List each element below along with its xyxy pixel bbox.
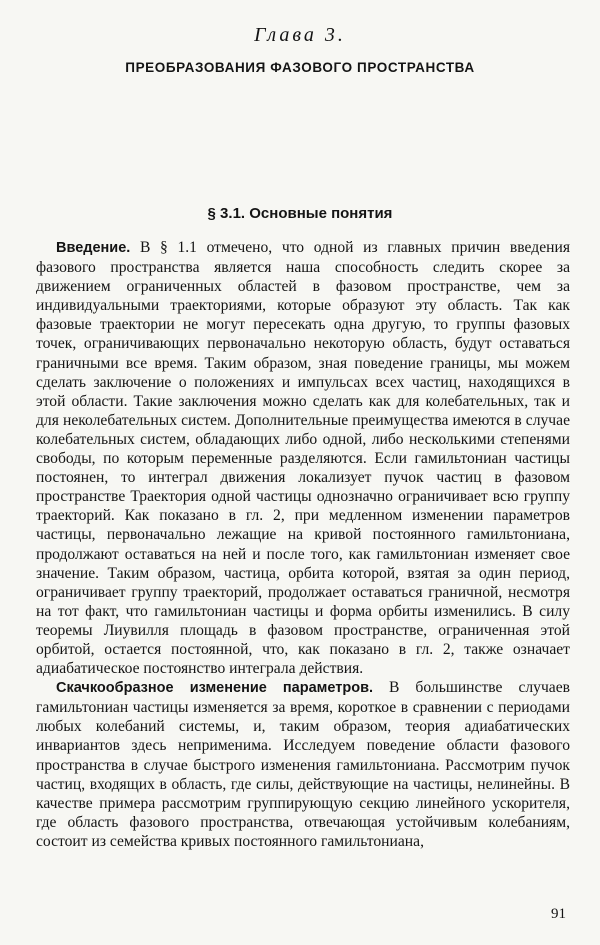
paragraph-introduction <box>36 238 570 678</box>
section-title: § 3.1. Основные понятия <box>207 205 393 222</box>
chapter-number: Глава 3. <box>254 24 346 46</box>
paragraph-lead: Скачкообразное изменение параметров. <box>56 680 374 697</box>
chapter-title: ПРЕОБРАЗОВАНИЯ ФАЗОВОГО ПРОСТРАНСТВА <box>125 60 475 75</box>
body-text <box>36 238 570 851</box>
paragraph-text: В большинстве случаев гамильтониан частицы изменяется за время, короткое в сравнении с периодами любых колебаний системы, и, таким образом, теория адиабатических инвариантов здесь неприменима. Исследуем поведение области фазового пространства в случае быстрого изменения гамильтониана. Рассмотрим пучок частиц, входящих в область, где силы, действующие на частицы, нелинейны. В качестве примера рассмотрим группирующую секцию линейного ускорителя, где область фазового пространства, отвечающая устойчивым колебаниям, состоит из семейства кривых постоянного гамильтониана, <box>36 679 570 850</box>
page-number: 91 <box>551 906 566 922</box>
paragraph-abrupt-change <box>36 678 570 851</box>
paragraph-text: В § 1.1 отмечено, что одной из главных причин введения фазового пространства является наша способность следить скорее за движением ограниченных областей в фазовом пространстве, чем за индивидуальными траекториями, которые образуют эту область. Так как фазовые траектории не могут пересекать одна другую, то группы фазовых точек, ограничивающих первоначально некоторую область, будут оставаться граничными все время. Таким образом, зная поведение границы, мы можем сделать заключение о положениях и импульсах всех частиц, находящихся в этой области. Такие заключения можно сделать как для колебательных, так и для неколебательных систем. Дополнительные преимущества имеются в случае колебательных систем, обладающих либо одной, либо несколькими степенями свободы, по которым переменные разделяются. Если гамильтониан частицы постоянен, то интеграл движения локализует пучок частиц в фазовом пространстве Траектория одной частицы однозначно ограничивает всю группу траекторий. Как показано в гл. 2, при медленном изменении параметров частицы, первоначально лежащие на кривой постоянного гамильтониана, продолжают оставаться на ней и после того, как гамильтониан изменяет свое значение. Таким образом, частица, орбита которой, взятая за один период, ограничивает группу траекторий, продолжает оставаться граничной, несмотря на тот факт, что гамильтониан частицы и форма орбиты изменились. В силу теоремы Лиувилля площадь в фазовом пространстве, ограниченная этой орбитой, остается постоянной, что, как показано в гл. 2, также означает адиабатическое постоянство интеграла действия. <box>36 239 570 678</box>
paragraph-lead: Введение. <box>56 240 131 256</box>
